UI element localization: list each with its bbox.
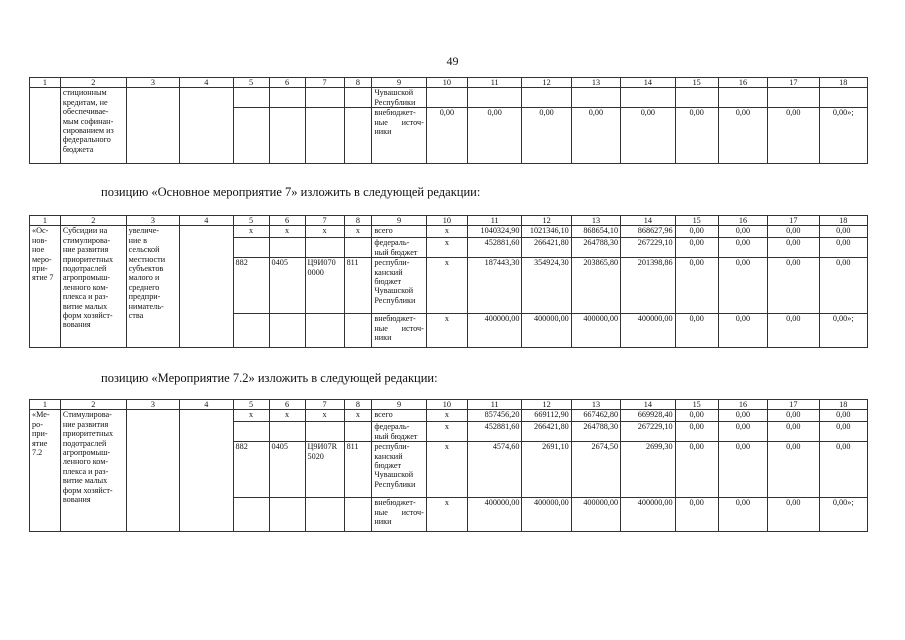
- header-cell-18: 18: [819, 78, 867, 88]
- header-cell-16: 16: [718, 216, 767, 226]
- empty-cell: [233, 422, 269, 442]
- code-cell: x: [305, 226, 344, 238]
- text-line: Чувашской: [374, 88, 414, 98]
- text-line: ятие: [32, 438, 48, 448]
- text-line: нов-: [32, 235, 48, 245]
- value-cell: 0,00: [718, 238, 767, 258]
- text-line: ние в: [128, 235, 147, 245]
- col1-cell: [30, 88, 61, 164]
- value-cell: 0,00: [768, 314, 819, 348]
- value-cell: 0,00: [675, 258, 718, 314]
- header-cell-11: 11: [467, 400, 521, 410]
- text-line: среднего: [128, 282, 160, 292]
- empty-cell: [269, 422, 305, 442]
- text-line: всего: [374, 226, 393, 236]
- value-cell: 400000,00: [467, 498, 521, 532]
- value-cell: 400000,00: [522, 498, 571, 532]
- header-cell-18: 18: [819, 216, 867, 226]
- value-cell: 400000,00: [522, 314, 571, 348]
- budget-code-cell: 882: [233, 258, 269, 314]
- value-cell: 0,00: [675, 226, 718, 238]
- value-cell: 0,00: [718, 226, 767, 238]
- text-line: ники: [374, 127, 392, 137]
- text-line: Республики: [374, 295, 416, 305]
- budget-code-cell: 0405: [269, 442, 305, 498]
- text-line: при-: [32, 264, 48, 274]
- value-cell: 0,00: [768, 258, 819, 314]
- budget-code-cell: 882: [233, 442, 269, 498]
- text-line: федераль-: [374, 422, 410, 432]
- empty-cell: [344, 422, 372, 442]
- value-cell: 0,00: [819, 258, 867, 314]
- text-line: витие малых: [62, 476, 108, 486]
- header-cell-17: 17: [768, 400, 819, 410]
- value-cell: 868627,96: [621, 226, 675, 238]
- code-cell: x: [269, 226, 305, 238]
- header-cell-7: 7: [305, 400, 344, 410]
- value-cell: 0,00: [675, 422, 718, 442]
- text-line: меро-: [32, 254, 52, 264]
- value-cell: 400000,00: [621, 314, 675, 348]
- text-line: внебюджет-: [374, 314, 416, 324]
- header-cell-1: 1: [30, 78, 61, 88]
- table-main-event-7: [29, 215, 868, 348]
- event-status-cell: [30, 410, 61, 532]
- text-line: ние развития: [62, 419, 109, 429]
- value-cell: 0,00: [718, 108, 767, 164]
- header-cell-8: 8: [344, 400, 372, 410]
- value-cell: 2699,30: [621, 442, 675, 498]
- empty-cell: [233, 238, 269, 258]
- header-cell-8: 8: [344, 78, 372, 88]
- event-name-cell: [60, 226, 126, 348]
- empty-cell: [233, 498, 269, 532]
- table-row: [30, 88, 868, 108]
- text-line: при-: [32, 429, 48, 439]
- value-cell: 0,00: [675, 238, 718, 258]
- header-cell-5: 5: [233, 78, 269, 88]
- budget-code-cell: Ц9И070 0000: [305, 258, 344, 314]
- value-cell: 400000,00: [571, 314, 620, 348]
- header-cell-2: 2: [60, 78, 126, 88]
- header-cell-4: 4: [180, 216, 233, 226]
- text-line: Республики: [374, 97, 416, 107]
- section-heading-1: позицию «Основное мероприятие 7» изложить в следующей редакции:: [101, 185, 481, 199]
- text-line: Республики: [374, 479, 416, 489]
- text-line: плекса и раз-: [62, 466, 109, 476]
- header-cell-15: 15: [675, 78, 718, 88]
- header-cell-10: 10: [426, 216, 467, 226]
- value-cell: 0,00: [467, 108, 521, 164]
- header-cell-7: 7: [305, 216, 344, 226]
- header-cell-5: 5: [233, 400, 269, 410]
- empty-cell: [269, 498, 305, 532]
- indicator-cell: [126, 410, 179, 532]
- text-line: ный бюджет: [374, 431, 418, 441]
- table-row: [30, 410, 868, 422]
- value-cell: 400000,00: [571, 498, 620, 532]
- text-line: приоритетных: [62, 429, 114, 439]
- value-cell: 0,00: [819, 410, 867, 422]
- text-line: подотраслей: [62, 438, 107, 448]
- header-cell-15: 15: [675, 400, 718, 410]
- text-line: подотраслей: [62, 264, 107, 274]
- header-cell-2: 2: [60, 400, 126, 410]
- value-cell: 400000,00: [621, 498, 675, 532]
- header-cell-2: 2: [60, 216, 126, 226]
- header-cell-10: 10: [426, 400, 467, 410]
- header-cell-11: 11: [467, 216, 521, 226]
- header-cell-11: 11: [467, 78, 521, 88]
- text-line: вования: [62, 320, 91, 330]
- text-line: канский: [374, 267, 403, 277]
- value-cell: 1040324,90: [467, 226, 521, 238]
- value-cell: 0,00»;: [819, 314, 867, 348]
- page-number: 49: [446, 54, 459, 68]
- x-cell: x: [426, 410, 467, 422]
- event-name-cell: [60, 88, 126, 164]
- budget-code-cell: 811: [344, 442, 372, 498]
- header-cell-3: 3: [126, 216, 179, 226]
- value-cell: 0,00: [819, 226, 867, 238]
- text-line: 7.2: [32, 448, 43, 458]
- header-cell-17: 17: [768, 216, 819, 226]
- value-cell: 0,00»;: [819, 108, 867, 164]
- event-status-cell: [30, 226, 61, 348]
- event-name-cell: [60, 410, 126, 532]
- value-cell: 0,00: [819, 238, 867, 258]
- value-cell: 2674,50: [571, 442, 620, 498]
- header-cell-10: 10: [426, 78, 467, 88]
- value-cell: 0,00: [718, 258, 767, 314]
- text-line: ленного ком-: [62, 282, 109, 292]
- value-cell: 0,00: [718, 422, 767, 442]
- header-cell-16: 16: [718, 78, 767, 88]
- value-cell: 1021346,10: [522, 226, 571, 238]
- text-line: ные источ-: [374, 507, 424, 517]
- budget-code-cell: 0405: [269, 258, 305, 314]
- value-cell: 264788,30: [571, 422, 620, 442]
- text-line: вования: [62, 495, 91, 505]
- header-cell-8: 8: [344, 216, 372, 226]
- value-cell: 0,00: [675, 410, 718, 422]
- text-line: ный бюджет: [374, 247, 418, 257]
- budget-code-cell: Ц9И07R 5020: [305, 442, 344, 498]
- text-line: республи-: [374, 442, 410, 452]
- source-cell: [372, 238, 426, 258]
- code-cell: x: [344, 410, 372, 422]
- text-line: бюджет: [374, 277, 402, 287]
- value-cell: 0,00: [718, 498, 767, 532]
- value-cell: 267229,10: [621, 238, 675, 258]
- value-cell: 0,00: [768, 238, 819, 258]
- x-cell: x: [426, 422, 467, 442]
- budget-code-cell: 811: [344, 258, 372, 314]
- header-cell-15: 15: [675, 216, 718, 226]
- value-cell: 0,00: [675, 442, 718, 498]
- value-cell: 0,00: [522, 108, 571, 164]
- col3-cell: [126, 88, 179, 164]
- header-cell-12: 12: [522, 216, 571, 226]
- text-line: предпри-: [128, 292, 161, 302]
- header-cell-16: 16: [718, 400, 767, 410]
- empty-cell: [344, 238, 372, 258]
- header-cell-5: 5: [233, 216, 269, 226]
- value-cell: 400000,00: [467, 314, 521, 348]
- header-cell-1: 1: [30, 216, 61, 226]
- empty-cell: [269, 238, 305, 258]
- value-cell: 4574,60: [467, 442, 521, 498]
- text-line: ленного ком-: [62, 457, 109, 467]
- code-cell: x: [305, 410, 344, 422]
- header-cell-7: 7: [305, 78, 344, 88]
- header-cell-9: 9: [372, 216, 426, 226]
- col4-cell: [180, 88, 233, 164]
- text-line: форм хозяйст-: [62, 485, 113, 495]
- value-cell: 203865,80: [571, 258, 620, 314]
- x-cell: x: [426, 314, 467, 348]
- value-cell: 857456,20: [467, 410, 521, 422]
- header-cell-18: 18: [819, 400, 867, 410]
- code-cell: x: [269, 410, 305, 422]
- value-cell: 0,00: [768, 226, 819, 238]
- header-cell-9: 9: [372, 400, 426, 410]
- value-cell: 0,00: [675, 498, 718, 532]
- text-line: ро-: [32, 419, 43, 429]
- value-cell: 267229,10: [621, 422, 675, 442]
- value-cell: 0,00»;: [819, 498, 867, 532]
- value-cell: 452881,60: [467, 238, 521, 258]
- table-event-7-2: [29, 399, 868, 532]
- code-cell: x: [344, 226, 372, 238]
- empty-cell: [305, 422, 344, 442]
- header-cell-6: 6: [269, 216, 305, 226]
- value-cell: 0,00: [768, 442, 819, 498]
- value-cell: 868654,10: [571, 226, 620, 238]
- text-line: ные источ-: [374, 117, 424, 127]
- source-cell: [372, 442, 426, 498]
- empty-cell: [305, 498, 344, 532]
- header-cell-12: 12: [522, 78, 571, 88]
- text-line: агропромыш-: [62, 448, 111, 458]
- text-line: Стимулирова-: [62, 410, 112, 420]
- empty-cell: [344, 314, 372, 348]
- value-cell: 201398,86: [621, 258, 675, 314]
- text-line: форм хозяйст-: [62, 311, 113, 321]
- text-line: ники: [374, 517, 392, 527]
- text-line: увеличе-: [128, 226, 160, 236]
- value-cell: 0,00: [768, 498, 819, 532]
- value-cell: 187443,30: [467, 258, 521, 314]
- x-cell: x: [426, 226, 467, 238]
- text-line: ятие 7: [32, 273, 54, 283]
- empty-cell: [269, 314, 305, 348]
- source-cell: [372, 88, 426, 108]
- value-cell: 0,00: [768, 108, 819, 164]
- value-cell: 2691,10: [522, 442, 571, 498]
- table-continuation: [29, 77, 868, 164]
- col4-cell: [180, 410, 233, 532]
- source-cell: [372, 410, 426, 422]
- source-cell: [372, 314, 426, 348]
- value-cell: 0,00: [571, 108, 620, 164]
- value-cell: 0,00: [819, 442, 867, 498]
- text-line: субъектов: [128, 264, 164, 274]
- value-cell: 0,00: [768, 422, 819, 442]
- header-cell-14: 14: [621, 78, 675, 88]
- header-cell-9: 9: [372, 78, 426, 88]
- text-line: ние развития: [62, 245, 109, 255]
- text-line: «Ме-: [32, 410, 50, 420]
- text-line: ства: [128, 311, 144, 321]
- text-line: Субсидии на: [62, 226, 108, 236]
- header-cell-13: 13: [571, 216, 620, 226]
- value-cell: 0,00: [768, 410, 819, 422]
- text-line: ники: [374, 333, 392, 343]
- text-line: сированием из: [62, 126, 114, 136]
- header-cell-3: 3: [126, 400, 179, 410]
- header-row: [30, 78, 868, 88]
- text-line: республи-: [374, 258, 410, 268]
- header-cell-17: 17: [768, 78, 819, 88]
- empty-cell: [305, 314, 344, 348]
- value-cell: 0,00: [819, 422, 867, 442]
- text-line: бюджет: [374, 461, 402, 471]
- text-line: витие малых: [62, 301, 108, 311]
- x-cell: x: [426, 238, 467, 258]
- source-cell: [372, 226, 426, 238]
- text-line: федерального: [62, 135, 111, 145]
- header-cell-1: 1: [30, 400, 61, 410]
- text-line: федераль-: [374, 238, 410, 248]
- value-cell: 0,00: [718, 442, 767, 498]
- value-cell: 0,00: [718, 410, 767, 422]
- header-row: [30, 400, 868, 410]
- text-line: всего: [374, 410, 393, 420]
- header-cell-13: 13: [571, 78, 620, 88]
- text-line: ниматель-: [128, 301, 164, 311]
- text-line: мым софинан-: [62, 116, 114, 126]
- value-cell: 0,00: [718, 314, 767, 348]
- source-cell: [372, 498, 426, 532]
- value-cell: 0,00: [621, 108, 675, 164]
- empty-cell: [233, 314, 269, 348]
- value-cell: 669112,90: [522, 410, 571, 422]
- text-line: ные источ-: [374, 323, 424, 333]
- empty-cell: [344, 498, 372, 532]
- text-line: «Ос-: [32, 226, 49, 236]
- text-line: внебюджет-: [374, 108, 416, 118]
- code-cell: x: [233, 410, 269, 422]
- text-line: внебюджет-: [374, 498, 416, 508]
- header-cell-4: 4: [180, 400, 233, 410]
- text-line: стиционным: [62, 88, 107, 98]
- header-cell-14: 14: [621, 216, 675, 226]
- source-cell: [372, 422, 426, 442]
- table-row: [30, 226, 868, 238]
- x-cell: x: [426, 258, 467, 314]
- value-cell: 264788,30: [571, 238, 620, 258]
- text-line: приоритетных: [62, 254, 114, 264]
- text-line: канский: [374, 451, 403, 461]
- header-cell-3: 3: [126, 78, 179, 88]
- indicator-cell: [126, 226, 179, 348]
- text-line: ное: [32, 245, 45, 255]
- text-line: кредитам, не: [62, 97, 108, 107]
- value-cell: 0,00: [675, 108, 718, 164]
- empty-cell: [305, 238, 344, 258]
- text-line: сельской: [128, 245, 160, 255]
- text-line: стимулирова-: [62, 235, 111, 245]
- value-cell: 266421,80: [522, 422, 571, 442]
- value-cell: 667462,80: [571, 410, 620, 422]
- text-line: бюджета: [62, 144, 94, 154]
- source-cell: [372, 108, 426, 164]
- value-cell: 452881,60: [467, 422, 521, 442]
- col4-cell: [180, 226, 233, 348]
- header-cell-4: 4: [180, 78, 233, 88]
- section-heading-2: позицию «Мероприятие 7.2» изложить в следующей редакции:: [101, 371, 438, 385]
- header-cell-14: 14: [621, 400, 675, 410]
- header-cell-12: 12: [522, 400, 571, 410]
- value-cell: 0,00: [675, 314, 718, 348]
- text-line: агропромыш-: [62, 273, 111, 283]
- text-line: Чувашской: [374, 286, 414, 296]
- text-line: местности: [128, 254, 166, 264]
- text-line: малого и: [128, 273, 160, 283]
- header-row: [30, 216, 868, 226]
- text-line: Чувашской: [374, 470, 414, 480]
- x-cell: x: [426, 498, 467, 532]
- x-cell: x: [426, 442, 467, 498]
- source-cell: [372, 258, 426, 314]
- value-cell: 669928,40: [621, 410, 675, 422]
- header-cell-6: 6: [269, 78, 305, 88]
- code-cell: x: [233, 226, 269, 238]
- value-cell: 0,00: [426, 108, 467, 164]
- value-cell: 354924,30: [522, 258, 571, 314]
- header-cell-6: 6: [269, 400, 305, 410]
- header-cell-13: 13: [571, 400, 620, 410]
- value-cell: 266421,80: [522, 238, 571, 258]
- text-line: обеспечивае-: [62, 107, 109, 117]
- text-line: плекса и раз-: [62, 292, 109, 302]
